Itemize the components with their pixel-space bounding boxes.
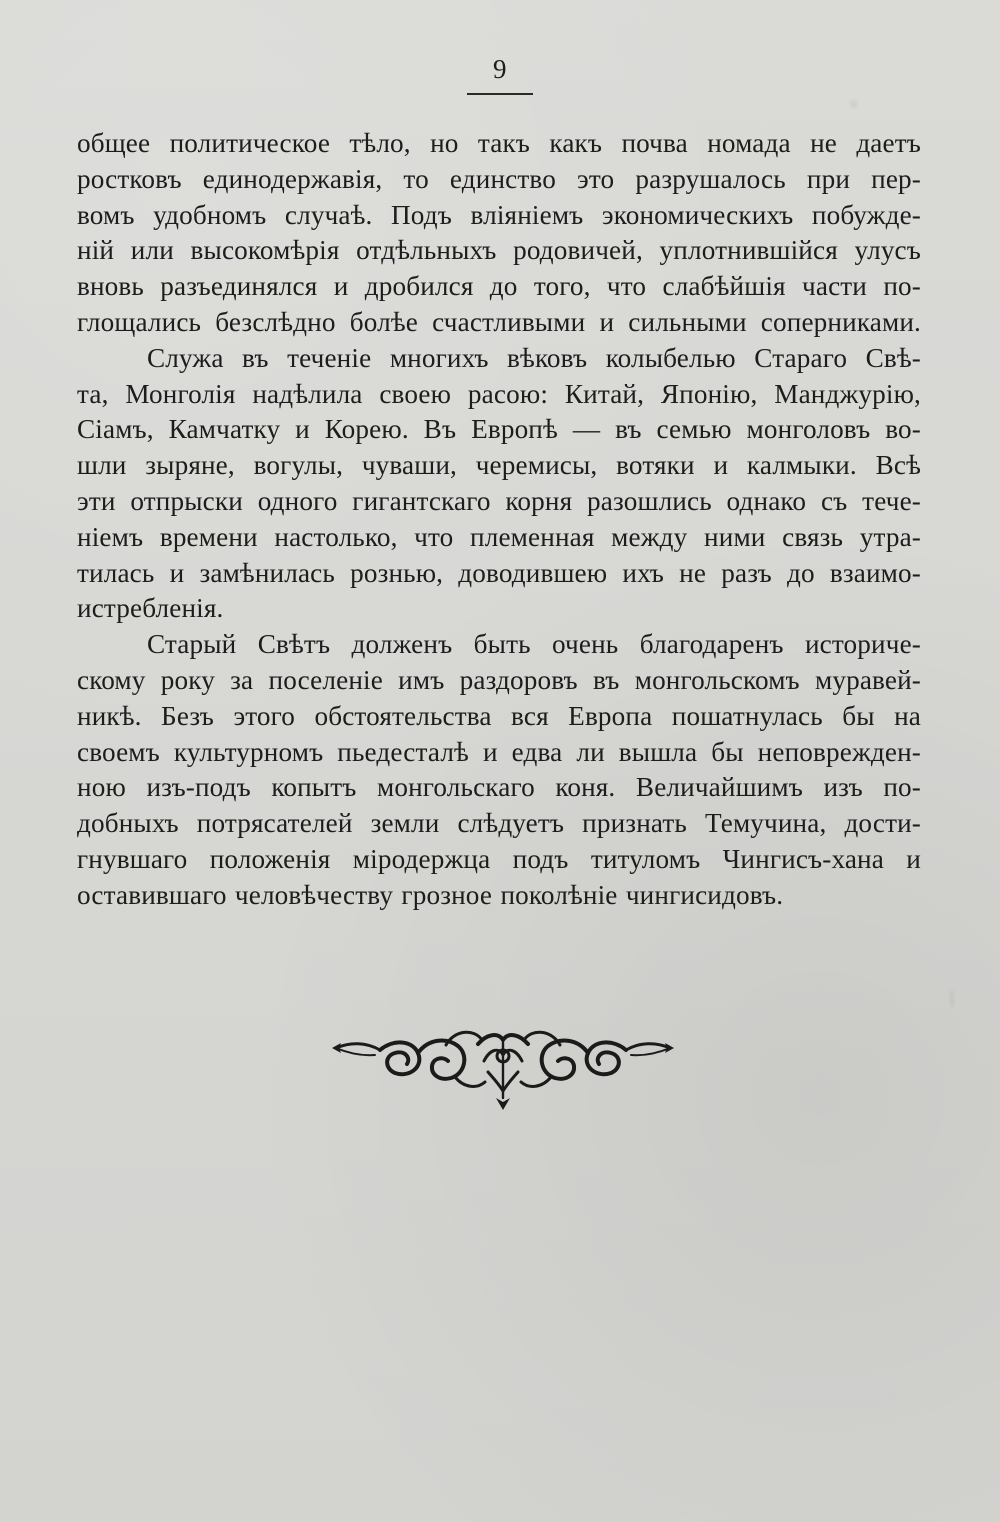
paragraph-1	[77, 126, 921, 341]
paragraph-3	[77, 627, 921, 913]
text-line: ній или высокомѣрія отдѣльныхъ родовичей, уплотнившійся улусъ	[77, 235, 921, 266]
text-line: истребленія.	[77, 593, 224, 624]
page-number: 9	[493, 54, 507, 84]
text-line: ростковъ единодержавія, то единство это разрушалось при пер-	[77, 163, 921, 194]
text-line: Старый Свѣтъ долженъ быть очень благодаренъ историче-	[147, 629, 921, 660]
text-line: Служа въ теченіе многихъ вѣковъ колыбелью Стараго Свѣ-	[147, 342, 921, 373]
text-line: вомъ удобномъ случаѣ. Подъ вліяніемъ экономическихъ побужде-	[77, 199, 921, 230]
text-line: вновь разъединялся и дробился до того, что слабѣйшія части по-	[77, 271, 921, 302]
text-line: тилась и замѣнилась рознью, доводившею ихъ не разъ до взаимо-	[77, 557, 921, 588]
text-line: своемъ культурномъ пьедесталѣ и едва ли вышла бы неповрежден-	[77, 736, 921, 767]
text-line: гнувшаго положенія міродержца подъ титуломъ Чингисъ-хана и	[77, 843, 921, 874]
text-line: оставившаго человѣчеству грозное поколѣніе чингисидовъ.	[77, 879, 784, 910]
text-line: глощались безслѣдно болѣе счастливыми и сильными соперниками.	[77, 306, 921, 337]
text-line: добныхъ потрясателей земли слѣдуетъ признать Темучина, дости-	[77, 808, 921, 839]
text-line: Сіамъ, Камчатку и Корею. Въ Европѣ — въ семью монголовъ во-	[77, 414, 921, 445]
text-line: та, Монголія надѣлила своею расою: Китай, Японію, Манджурію,	[77, 378, 921, 409]
text-line: эти отпрыски одного гигантскаго корня разошлись однако съ тече-	[77, 485, 921, 516]
paper-speck	[850, 100, 858, 108]
page-number-header	[0, 56, 1000, 95]
paper-mark	[950, 990, 954, 1008]
main-text	[77, 126, 921, 914]
text-line: шли зыряне, вогулы, чуваши, черемисы, вотяки и калмыки. Всѣ	[77, 450, 921, 481]
floral-scroll-ornament-icon	[328, 1022, 678, 1118]
text-line: никѣ. Безъ этого обстоятельства вся Европа пошатнулась бы на	[77, 700, 921, 731]
text-line: ніемъ времени настолько, что племенная между ними связь утра-	[77, 521, 921, 552]
text-line: общее политическое тѣло, но такъ какъ почва номада не даетъ	[77, 128, 921, 158]
paragraph-2	[77, 341, 921, 627]
text-line: скому року за поселеніе имъ раздоровъ въ монгольскомъ муравей-	[77, 664, 921, 695]
text-line: ною изъ-подъ копытъ монгольскаго коня. Величайшимъ изъ по-	[77, 772, 921, 803]
page-number-rule	[467, 93, 533, 95]
